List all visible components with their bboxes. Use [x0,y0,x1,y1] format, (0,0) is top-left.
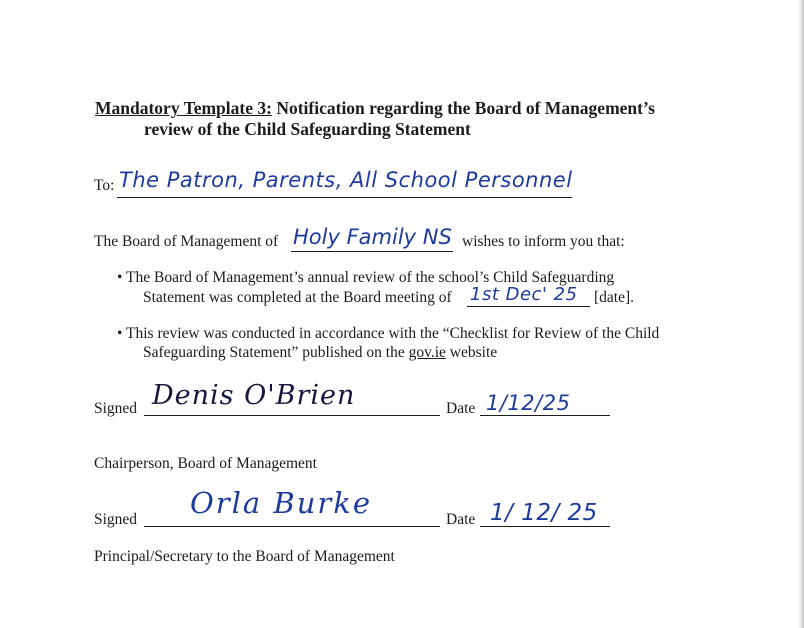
bullet-1-line-2-suffix: [date]. [594,289,635,306]
role-principal-secretary: Principal/Secretary to the Board of Management [94,548,395,565]
role-chairperson: Chairperson, Board of Management [94,455,317,472]
meeting-date-handwritten: 1st Dec' 25 [470,284,578,305]
bullet-2-line-1: • This review was conducted in accordance with the “Checklist for Review of the Child [117,325,660,342]
date-2-line [480,526,610,527]
page-edge-shadow [798,0,804,628]
signature-2-handwritten: Orla Burke [190,486,373,520]
document-title [95,97,655,119]
signed-label-1: Signed [94,400,138,417]
title-template-label: Mandatory Template 3: [95,98,272,118]
to-handwritten: The Patron, Parents, All School Personnel [119,168,573,192]
board-prefix-text: The Board of Management of [94,233,279,250]
date-1-line [480,415,610,416]
to-label: To: [94,177,115,194]
date-label-2: Date [446,511,476,528]
title-text: Notification regarding the Board of Management’s [271,98,655,118]
bullet-1-line-2-prefix: Statement was completed at the Board meeting of [143,289,452,306]
signed-label-2: Signed [94,511,138,528]
school-name-handwritten: Holy Family NS [293,225,452,249]
date-label-1: Date [446,400,476,417]
date-2-handwritten: 1/ 12/ 25 [490,500,598,526]
signature-1-line [144,415,440,416]
bullet-2-line-2 [143,343,497,363]
to-underline [117,197,572,198]
signature-2-line [144,526,440,527]
date-1-handwritten: 1/12/25 [486,391,571,415]
gov-ie-link[interactable]: gov.ie [408,344,446,361]
bullet-1-line-1: • The Board of Management’s annual review of the school’s Child Safeguarding [117,269,615,286]
meeting-date-underline [467,306,590,307]
bullet-2-line-2-prefix: Safeguarding Statement” published on the [143,344,405,361]
board-suffix-text: wishes to inform you that: [462,233,625,250]
school-name-underline [291,251,453,252]
signature-1-handwritten: Denis O'Brien [152,380,356,411]
document-subtitle: review of the Child Safeguarding Statement [144,119,471,139]
bullet-2-line-2-suffix: website [449,344,498,361]
